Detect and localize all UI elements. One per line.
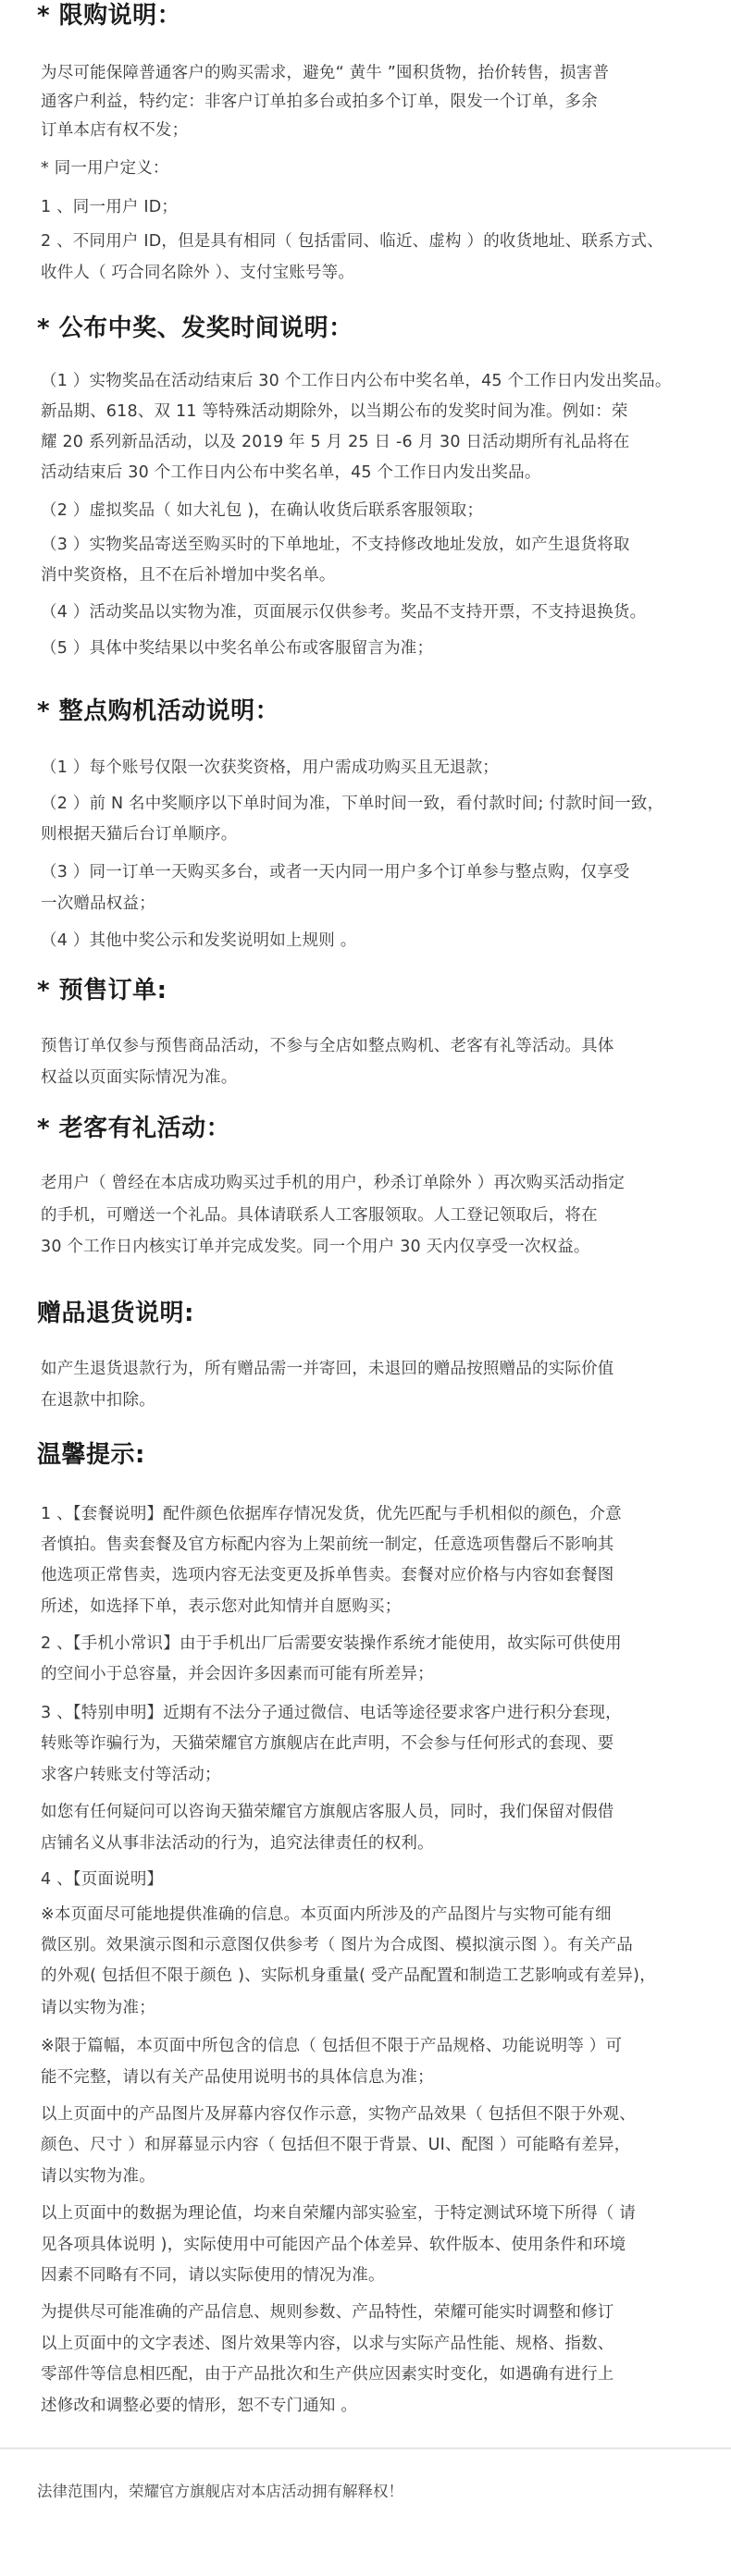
purchase-limit-line: 2 、不同用户 ID，但是具有相同（ 包括雷同、临近、虚构 ）的收货地址、联系方式、 (41, 232, 663, 251)
tips-line: 因素不同略有不同，请以实际使用的情况为准。 (41, 2266, 385, 2285)
section-title-presale: * 预售订单: (37, 977, 167, 1005)
prize-announcement-line: （3 ）实物奖品寄送至购买时的下单地址，不支持修改地址发放，如产生退货将取 (41, 536, 630, 554)
footer-divider (0, 2447, 731, 2449)
presale-line: 权益以页面实际情况为准。 (41, 1068, 238, 1087)
prize-announcement-line: （5 ）具体中奖结果以中奖名单公布或客服留言为准； (41, 639, 434, 658)
tips-line: 的外观( 包括但不限于颜色 )、实际机身重量( 受产品配置和制造工艺影响或有差异)， (41, 1966, 656, 1985)
purchase-limit-line: * 同一用户定义： (41, 159, 169, 178)
prize-announcement-line: 活动结束后 30 个工作日内公布中奖名单，45 个工作日内发出奖品。 (41, 463, 541, 482)
tips-line: 所述，如选择下单，表示您对此知情并自愿购买； (41, 1597, 402, 1616)
section-title-gift-return: 赠品退货说明: (37, 1300, 194, 1327)
tips-line: 如您有任何疑问可以咨询天猫荣耀官方旗舰店客服人员，同时，我们保留对假借 (41, 1803, 614, 1821)
section-title-returning-customer: * 老客有礼活动： (37, 1115, 231, 1142)
tips-line: 颜色、尺寸 ）和屏幕显示内容（ 包括但不限于背景、UI、配图 ）可能略有差异， (41, 2136, 631, 2154)
tips-line: 求客户转账支付等活动； (41, 1766, 221, 1784)
tips-line: 以上页面中的文字表述、图片效果等内容，以求与实际产品性能、规格、指数、 (41, 2335, 614, 2353)
tips-line: 3 、【特别申明】近期有不法分子通过微信、电话等途径要求客户进行积分套现， (41, 1704, 622, 1722)
tips-line: 述修改和调整必要的情形，恕不专门通知 。 (41, 2397, 358, 2415)
purchase-limit-line: 收件人（ 巧合同名除外 ）、支付宝账号等。 (41, 264, 355, 282)
tips-line: 店铺名义从事非法活动的行为，追究法律责任的权利。 (41, 1834, 434, 1853)
presale-line: 预售订单仅参与预售商品活动，不参与全店如整点购机、老客有礼等活动。具体 (41, 1037, 614, 1055)
prize-announcement-line: （2 ）虚拟奖品（ 如大礼包 )，在确认收货后联系客服领取； (41, 501, 484, 520)
hourly-purchase-line: 则根据天猫后台订单顺序。 (41, 825, 238, 844)
purchase-limit-line: 订单本店有权不发； (41, 121, 189, 140)
section-title-purchase-limit: * 限购说明： (37, 2, 182, 30)
purchase-limit-line: 为尽可能保障普通客户的购买需求，避免“ 黄牛 ”囤积货物，抬价转售，损害普 (41, 64, 610, 82)
footer-disclaimer: 法律范围内，荣耀官方旗舰店对本店活动拥有解释权！ (37, 2483, 403, 2500)
prize-announcement-line: 消中奖资格，且不在后补增加中奖名单。 (41, 566, 336, 585)
tips-line: 转账等诈骗行为，天猫荣耀官方旗舰店在此声明，不会参与任何形式的套现、要 (41, 1734, 614, 1753)
tips-line: 微区别。效果演示图和示意图仅供参考（ 图片为合成图、模拟演示图 ）。有关产品 (41, 1936, 633, 1954)
section-title-hourly-purchase: * 整点购机活动说明： (37, 697, 280, 725)
hourly-purchase-line: （2 ）前 N 名中奖顺序以下单时间为准，下单时间一致，看付款时间; 付款时间一致， (41, 795, 664, 813)
tips-line: 1 、【套餐说明】配件颜色依据库存情况发货，优先匹配与手机相似的颜色，介意 (41, 1505, 622, 1523)
section-title-prize-announcement: * 公布中奖、发奖时间说明： (37, 314, 353, 342)
returning-customer-line: 的手机，可赠送一个礼品。具体请联系人工客服领取。人工登记领取后，将在 (41, 1206, 598, 1225)
hourly-purchase-line: （1 ）每个账号仅限一次获奖资格，用户需成功购买且无退款； (41, 758, 499, 777)
tips-line: 2 、【手机小常识】由于手机出厂后需要安装操作系统才能使用，故实际可供使用 (41, 1634, 622, 1653)
tips-line: 能不完整，请以有关产品使用说明书的具体信息为准； (41, 2068, 434, 2087)
hourly-purchase-line: （4 ）其他中奖公示和发奖说明如上规则 。 (41, 931, 357, 950)
purchase-limit-line: 1 、同一用户 ID； (41, 198, 179, 216)
tips-line: 者慎拍。售卖套餐及官方标配内容为上架前统一制定，任意选项售罄后不影响其 (41, 1535, 614, 1554)
hourly-purchase-line: 一次赠品权益； (41, 894, 155, 913)
prize-announcement-line: （1 ）实物奖品在活动结束后 30 个工作日内公布中奖名单，45 个工作日内发出奖品。 (41, 372, 672, 390)
returning-customer-line: 老用户（ 曾经在本店成功购买过手机的用户，秒杀订单除外 ）再次购买活动指定 (41, 1174, 626, 1192)
tips-line: 零部件等信息相匹配，由于产品批次和生产供应因素实时变化，如遇确有进行上 (41, 2365, 614, 2384)
tips-line: ※本页面尽可能地提供准确的信息。本页面内所涉及的产品图片与实物可能有细 (41, 1905, 612, 1924)
tips-line: ※限于篇幅，本页面中所包含的信息（ 包括但不限于产品规格、功能说明等 ）可 (41, 2037, 623, 2055)
tips-line: 的空间小于总容量，并会因许多因素而可能有所差异； (41, 1665, 434, 1683)
gift-return-line: 如产生退货退款行为，所有赠品需一并寄回，未退回的赠品按照赠品的实际价值 (41, 1360, 614, 1378)
tips-line: 他选项正常售卖，选项内容无法变更及拆单售卖。套餐对应价格与内容如套餐图 (41, 1566, 614, 1584)
section-title-tips: 温馨提示: (37, 1441, 145, 1469)
prize-announcement-line: 耀 20 系列新品活动，以及 2019 年 5 月 25 日 -6 月 30 日活动期所有礼品将在 (41, 433, 630, 451)
tips-line: 为提供尽可能准确的产品信息、规则参数、产品特性，荣耀可能实时调整和修订 (41, 2303, 614, 2322)
gift-return-line: 在退款中扣除。 (41, 1391, 155, 1410)
tips-line: 见各项具体说明 )，实际使用中可能因产品个体差异、软件版本、使用条件和环境 (41, 2236, 626, 2254)
tips-line: 4 、【页面说明】 (41, 1870, 164, 1889)
tips-line: 请以实物为准。 (41, 2167, 155, 2186)
prize-announcement-line: （4 ）活动奖品以实物为准，页面展示仅供参考。奖品不支持开票，不支持退换货。 (41, 603, 647, 622)
tips-line: 以上页面中的数据为理论值，均来自荣耀内部实验室，于特定测试环境下所得（ 请 (41, 2204, 636, 2223)
purchase-limit-line: 通客户利益，特约定：非客户订单拍多台或拍多个订单，限发一个订单，多余 (41, 92, 598, 111)
tips-line: 以上页面中的产品图片及屏幕内容仅作示意，实物产品效果（ 包括但不限于外观、 (41, 2105, 636, 2124)
hourly-purchase-line: （3 ）同一订单一天购买多台，或者一天内同一用户多个订单参与整点购，仅享受 (41, 863, 630, 881)
returning-customer-line: 30 个工作日内核实订单并完成发奖。同一个用户 30 天内仅享受一次权益。 (41, 1238, 590, 1256)
tips-line: 请以实物为准； (41, 1999, 155, 2017)
prize-announcement-line: 新品期、618、双 11 等特殊活动期除外，以当期公布的发奖时间为准。例如：荣 (41, 402, 628, 421)
